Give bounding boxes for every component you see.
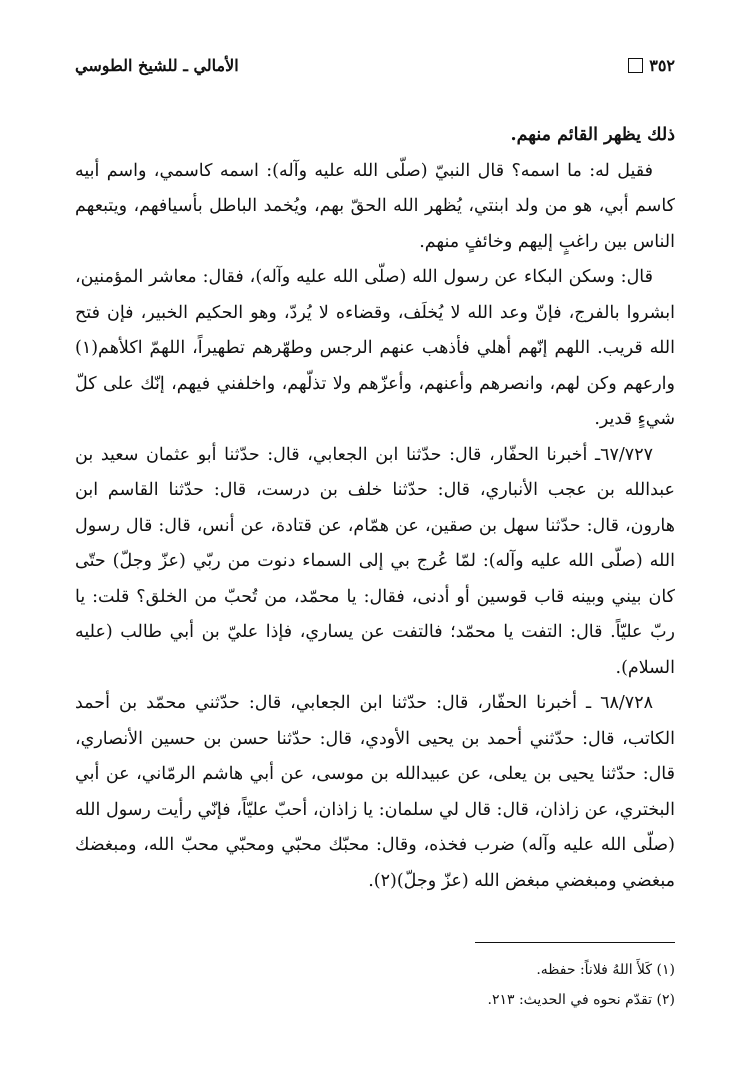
hadith-paragraph: ٦٧/٧٢٧ـ أخبرنا الحفّار، قال: حدّثنا ابن الجعابي، قال: حدّثنا أبو عثمان سعيد بن عبدالله بن عجب الأنباري، قال: حدّثنا خلف بن درست، قال: حدّثنا القاسم ابن هارون، قال: حدّثنا سهل بن صقين، عن همّام، عن قتادة، عن أنس، قال: قال رسول الله (صلّى الله عليه وآله): لمّا عُرج بي إلى السماء دنوت من ربّي (عزّ وجلّ) حتّى كان بيني وبينه قاب قوسين أو أدنى، فقال: يا محمّد، من تُحبّ من الخلق؟ قلت: يا ربّ عليّاً. قال: التفت يا محمّد؛ فالتفت عن يساري، فإذا عليّ بن أبي طالب (عليه السلام). <box>75 444 675 678</box>
footnotes <box>75 955 675 1015</box>
main-text <box>75 118 675 899</box>
page-number: ٣٥٢ <box>649 55 675 75</box>
page-number-group <box>628 56 675 75</box>
footnote-divider <box>475 942 675 943</box>
hadith-paragraph: ٦٨/٧٢٨ ـ أخبرنا الحفّار، قال: حدّثنا ابن الجعابي، قال: حدّثني محمّد بن أحمد الكاتب، قال: حدّثني أحمد بن يحيى الأودي، قال: حدّثنا حسن بن حسين الأنصاري، قال: حدّثنا يحيى بن يعلى، عن عبيدالله بن موسى، عن أبي هاشم الرمّاني، عن أبي البختري، عن زاذان، قال: قال لي سلمان: يا زاذان، أحبّ عليّاً، فإنّي رأيت رسول الله (صلّى الله عليه وآله) ضرب فخذه، وقال: محبّك محبّي ومحبّي محبّ الله، ومبغضك مبغضي ومبغضي مبغض الله (عزّ وجلّ)(٢). <box>75 693 675 891</box>
paragraph: قال: وسكن البكاء عن رسول الله (صلّى الله عليه وآله)، فقال: معاشر المؤمنين، ابشروا بالفرج، فإنّ وعد الله لا يُخلَف، وقضاءه لا يُردّ، وهو الحكيم الخبير، فإن فتح الله قريب. اللهم إنّهم أهلي فأذهب عنهم الرجس وطهّرهم تطهيراً، اللهمّ اكلأهم(١) وارعهم وكن لهم، وانصرهم وأعنهم، وأعزّهم ولا تذلّهم، واخلفني فيهم، إنّك على كلّ شيءٍ قدير. <box>75 267 675 429</box>
book-title: الأمالي ـ للشيخ الطوسي <box>75 55 239 75</box>
paragraph: فقيل له: ما اسمه؟ قال النبيّ (صلّى الله عليه وآله): اسمه كاسمي، واسم أبيه كاسم أبي، هو من ولد ابنتي، يُظهر الله الحقّ بهم، ويُخمد الباطل بأسيافهم، ويتبعهم الناس بين راغبٍ إليهم وخائفٍ منهم. <box>75 160 675 252</box>
running-header <box>75 50 675 80</box>
paragraph: ذلك يظهر القائم منهم. <box>510 125 675 145</box>
footnote: (١) كَلأَ اللهُ فلاناً: حفظه. <box>536 962 675 978</box>
square-ornament-icon <box>628 58 643 73</box>
footnote: (٢) تقدّم نحوه في الحديث: ٢١٣. <box>487 992 675 1008</box>
